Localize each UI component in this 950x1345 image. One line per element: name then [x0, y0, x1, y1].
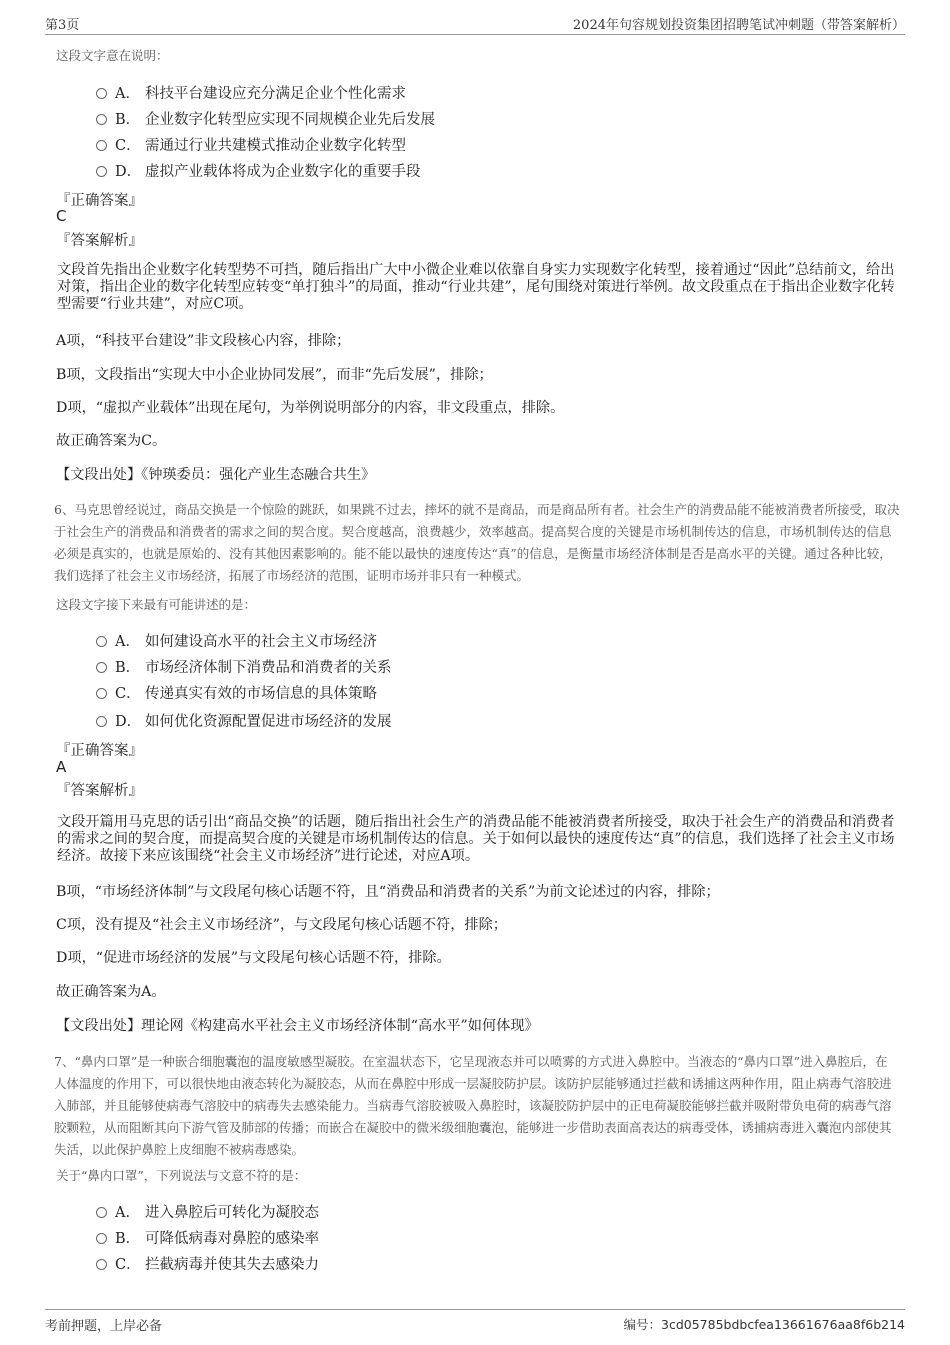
q5-option-d[interactable]: D． 虚拟产业载体将成为企业数字化的重要手段 — [96, 160, 421, 180]
q5-answer-label: 『正确答案』 — [56, 193, 143, 209]
q5-option-a[interactable]: A． 科技平台建设应充分满足企业个性化需求 — [96, 82, 406, 102]
q7-option-b[interactable]: B． 可降低病毒对鼻腔的感染率 — [96, 1227, 319, 1247]
radio-button-icon[interactable] — [96, 140, 107, 151]
document-id: 编号：3cd05785bdbcfea13661676aa8f6b214 — [623, 1317, 905, 1332]
radio-button-icon[interactable] — [96, 1233, 107, 1244]
q6-source: 【文段出处】理论网《构建高水平社会主义市场经济体制“高水平”如何体现》 — [56, 1018, 539, 1034]
radio-button-icon[interactable] — [96, 1259, 107, 1270]
document-title: 2024年句容规划投资集团招聘笔试冲刺题（带答案解析） — [572, 18, 905, 33]
q5-analysis-a: A项，“科技平台建设”非文段核心内容，排除； — [56, 333, 351, 349]
q5-analysis-main: 文段首先指出企业数字化转型势不可挡，随后指出广大中小微企业难以依靠自身实力实现数字化转型，接着通过“因此”总结前文，给出对策，指出企业的数字化转型应转变“单打独斗”的局面，推动“行业共建”，尾句围绕对策进行举例。故文段重点在于指出企业数字化转型需要“行业共建”，对应C项。 — [57, 262, 895, 312]
q5-analysis-b: B项，文段指出“实现大中小企业协同发展”，而非“先后发展”，排除； — [56, 367, 493, 383]
q6-analysis-label: 『答案解析』 — [56, 783, 143, 799]
q6-conclusion: 故正确答案为A。 — [56, 984, 166, 1000]
page-header — [45, 12, 905, 35]
q7-option-c[interactable]: C． 拦截病毒并使其失去感染力 — [96, 1253, 319, 1273]
page-number: 第3页 — [45, 18, 80, 33]
radio-button-icon[interactable] — [96, 688, 107, 699]
q6-analysis-main: 文段开篇用马克思的话引出“商品交换”的话题，随后指出社会生产的消费品能不能被消费者所接受，取决于社会生产的消费品和消费者的需求之间的契合度，而提高契合度的关键是市场机制传达的信息。关于如何以最快的速度传达“真”的信息，我们选择了社会主义市场经济。故接下来应该围绕“社会主义市场经济”进行论述，对应A项。 — [57, 814, 895, 864]
q6-analysis-c: C项，没有提及“社会主义市场经济”，与文段尾句核心话题不符，排除； — [56, 917, 507, 933]
q5-stem: 这段文字意在说明： — [56, 48, 169, 63]
q6-option-d[interactable]: D． 如何优化资源配置促进市场经济的发展 — [96, 710, 392, 730]
radio-button-icon[interactable] — [96, 88, 107, 99]
q5-analysis-label: 『答案解析』 — [56, 233, 143, 249]
q7-option-a[interactable]: A． 进入鼻腔后可转化为凝胶态 — [96, 1201, 319, 1221]
q6-option-b[interactable]: B． 市场经济体制下消费品和消费者的关系 — [96, 656, 392, 676]
q5-source: 【文段出处】《钟瑛委员：强化产业生态融合共生》 — [56, 467, 376, 483]
radio-button-icon[interactable] — [96, 114, 107, 125]
radio-button-icon[interactable] — [96, 662, 107, 673]
q6-option-c[interactable]: C． 传递真实有效的市场信息的具体策略 — [96, 682, 377, 702]
q6-answer: A — [56, 758, 67, 776]
q5-answer: C — [56, 207, 67, 225]
footer-slogan: 考前押题，上岸必备 — [45, 1319, 163, 1334]
q5-conclusion: 故正确答案为C。 — [56, 433, 167, 449]
q6-passage: 6、马克思曾经说过，商品交换是一个惊险的跳跃，如果跳不过去，摔坏的就不是商品，而是商品所有者。社会生产的消费品能不能被消费者所接受，取决于社会生产的消费品和消费者的需求之间的契合度。契合度越高，浪费越少，效率越高。提高契合度的关键是市场机制传达的信息，市场机制传达的信息必须是真实的，也就是原始的、没有其他因素影响的。能不能以最快的速度传达“真”的信息，是衡量市场经济体制是否是高水平的关键。通过各种比较，我们选择了社会主义市场经济，拓展了市场经济的范围，证明市场并非只有一种模式。 — [54, 502, 900, 583]
q5-analysis-d: D项，“虚拟产业载体”出现在尾句，为举例说明部分的内容，非文段重点，排除。 — [56, 400, 565, 416]
q6-answer-label: 『正确答案』 — [56, 743, 143, 759]
q7-stem: 关于“鼻内口罩”，下列说法与文意不符的是： — [56, 1168, 307, 1183]
radio-button-icon[interactable] — [96, 1207, 107, 1218]
radio-button-icon[interactable] — [96, 716, 107, 727]
q6-analysis-b: B项，“市场经济体制”与文段尾句核心话题不符，且“消费品和消费者的关系”为前文论述过的内容，排除； — [56, 884, 720, 900]
q6-analysis-d: D项，“促进市场经济的发展”与文段尾句核心话题不符，排除。 — [56, 950, 451, 966]
q5-option-c[interactable]: C． 需通过行业共建模式推动企业数字化转型 — [96, 134, 406, 154]
radio-button-icon[interactable] — [96, 636, 107, 647]
q7-passage: 7、“鼻内口罩”是一种嵌合细胞囊泡的温度敏感型凝胶。在室温状态下，它呈现液态并可以喷雾的方式进入鼻腔中。当液态的“鼻内口罩”进入鼻腔后，在人体温度的作用下，可以很快地由液态转化为凝胶态，从而在鼻腔中形成一层凝胶防护层。该防护层能够通过拦截和诱捕这两种作用，阻止病毒气溶胶进入肺部，并且能够使病毒气溶胶中的病毒失去感染能力。当病毒气溶胶被吸入鼻腔时，该凝胶防护层中的正电荷凝胶能够拦截并吸附带负电荷的病毒气溶胶颗粒，从而阻断其向下游气管及肺部的传播；而嵌合在凝胶中的微米级细胞囊泡，能够进一步借助表面高表达的病毒受体，诱捕病毒进入囊泡内部使其失活，以此保护鼻腔上皮细胞不被病毒感染。 — [54, 1054, 892, 1157]
q6-stem: 这段文字接下来最有可能讲述的是： — [56, 597, 257, 612]
q5-option-b[interactable]: B． 企业数字化转型应实现不同规模企业先后发展 — [96, 108, 435, 128]
radio-button-icon[interactable] — [96, 166, 107, 177]
page-footer — [45, 1309, 905, 1338]
q6-option-a[interactable]: A． 如何建设高水平的社会主义市场经济 — [96, 630, 377, 650]
